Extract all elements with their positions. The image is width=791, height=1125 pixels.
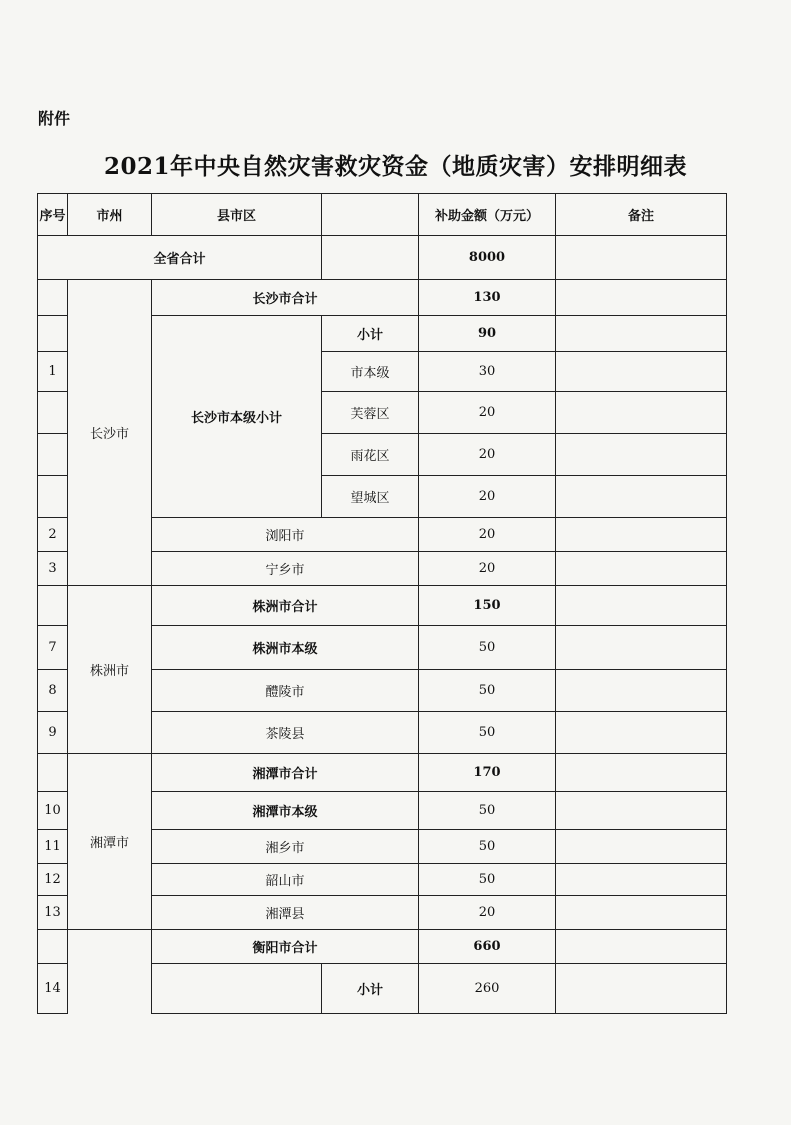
- changsha-city-level-label: 长沙市本级小计: [152, 316, 322, 518]
- city-zhuzhou: 株洲市: [68, 586, 152, 754]
- county-amount: 20: [419, 552, 556, 586]
- county-amount: 50: [419, 626, 556, 670]
- county-amount: 50: [419, 792, 556, 830]
- zhuzhou-total-amount: 150: [419, 586, 556, 626]
- province-total-amount: 8000: [419, 236, 556, 280]
- seq-cell: [38, 392, 68, 434]
- county-name: 湘乡市: [152, 830, 419, 864]
- header-county: 县市区: [152, 194, 322, 236]
- county-amount: 50: [419, 670, 556, 712]
- blank-cell: [322, 236, 419, 280]
- seq-cell: [38, 930, 68, 964]
- header-amount: 补助金额（万元）: [419, 194, 556, 236]
- county-name: 株洲市本级: [152, 626, 419, 670]
- changsha-total-label: 长沙市合计: [152, 280, 419, 316]
- xiangtan-total-amount: 170: [419, 754, 556, 792]
- page-title: 2021年中央自然灾害救灾资金（地质灾害）安排明细表: [103, 153, 687, 180]
- seq-cell: 2: [38, 518, 68, 552]
- note-cell: [556, 712, 727, 754]
- table-row: [38, 930, 727, 964]
- seq-cell: [38, 280, 68, 316]
- note-cell: [556, 792, 727, 830]
- hengyang-subtotal-label: 小计: [322, 964, 419, 1014]
- seq-cell: 12: [38, 864, 68, 896]
- seq-cell: 9: [38, 712, 68, 754]
- seq-cell: 13: [38, 896, 68, 930]
- note-cell: [556, 586, 727, 626]
- note-cell: [556, 518, 727, 552]
- county-name: 茶陵县: [152, 712, 419, 754]
- hengyang-total-label: 衡阳市合计: [152, 930, 419, 964]
- seq-cell: 7: [38, 626, 68, 670]
- district-name: 望城区: [322, 476, 419, 518]
- note-cell: [556, 830, 727, 864]
- seq-cell: [38, 586, 68, 626]
- district-amount: 20: [419, 392, 556, 434]
- note-cell: [556, 280, 727, 316]
- district-name: 芙蓉区: [322, 392, 419, 434]
- blank-cell: [152, 964, 322, 1014]
- allocation-table: [37, 193, 727, 1014]
- seq-cell: [38, 434, 68, 476]
- note-cell: [556, 392, 727, 434]
- seq-cell: 3: [38, 552, 68, 586]
- changsha-total-amount: 130: [419, 280, 556, 316]
- county-amount: 50: [419, 712, 556, 754]
- header-blank: [322, 194, 419, 236]
- district-amount: 30: [419, 352, 556, 392]
- district-amount: 20: [419, 434, 556, 476]
- note-cell: [556, 896, 727, 930]
- changsha-subtotal-amount: 90: [419, 316, 556, 352]
- changsha-subtotal-label: 小计: [322, 316, 419, 352]
- xiangtan-total-label: 湘潭市合计: [152, 754, 419, 792]
- table-row: [38, 586, 727, 626]
- seq-cell: 11: [38, 830, 68, 864]
- zhuzhou-total-label: 株洲市合计: [152, 586, 419, 626]
- county-name: 韶山市: [152, 864, 419, 896]
- note-cell: [556, 352, 727, 392]
- header-city: 市州: [68, 194, 152, 236]
- district-name: 市本级: [322, 352, 419, 392]
- province-total-label: 全省合计: [38, 236, 322, 280]
- note-cell: [556, 476, 727, 518]
- note-cell: [556, 236, 727, 280]
- header-seq: 序号: [38, 194, 68, 236]
- county-name: 宁乡市: [152, 552, 419, 586]
- note-cell: [556, 434, 727, 476]
- note-cell: [556, 552, 727, 586]
- county-name: 醴陵市: [152, 670, 419, 712]
- hengyang-subtotal-amount: 260: [419, 964, 556, 1014]
- table-row: [38, 754, 727, 792]
- note-cell: [556, 930, 727, 964]
- note-cell: [556, 316, 727, 352]
- seq-cell: 10: [38, 792, 68, 830]
- seq-cell: [38, 754, 68, 792]
- note-cell: [556, 964, 727, 1014]
- attachment-label: 附件: [38, 109, 71, 128]
- note-cell: [556, 754, 727, 792]
- seq-cell: [38, 476, 68, 518]
- city-xiangtan: 湘潭市: [68, 754, 152, 930]
- header-row: [38, 194, 727, 236]
- table-row: [38, 280, 727, 316]
- city-changsha: 长沙市: [68, 280, 152, 586]
- seq-cell: 1: [38, 352, 68, 392]
- county-name: 湘潭市本级: [152, 792, 419, 830]
- note-cell: [556, 670, 727, 712]
- county-amount: 50: [419, 830, 556, 864]
- city-hengyang: [68, 930, 152, 1014]
- hengyang-total-amount: 660: [419, 930, 556, 964]
- county-amount: 20: [419, 896, 556, 930]
- seq-cell: [38, 316, 68, 352]
- county-amount: 20: [419, 518, 556, 552]
- note-cell: [556, 864, 727, 896]
- seq-cell: 14: [38, 964, 68, 1014]
- seq-cell: 8: [38, 670, 68, 712]
- province-total-row: [38, 236, 727, 280]
- district-amount: 20: [419, 476, 556, 518]
- county-name: 浏阳市: [152, 518, 419, 552]
- note-cell: [556, 626, 727, 670]
- district-name: 雨花区: [322, 434, 419, 476]
- county-name: 湘潭县: [152, 896, 419, 930]
- header-note: 备注: [556, 194, 727, 236]
- county-amount: 50: [419, 864, 556, 896]
